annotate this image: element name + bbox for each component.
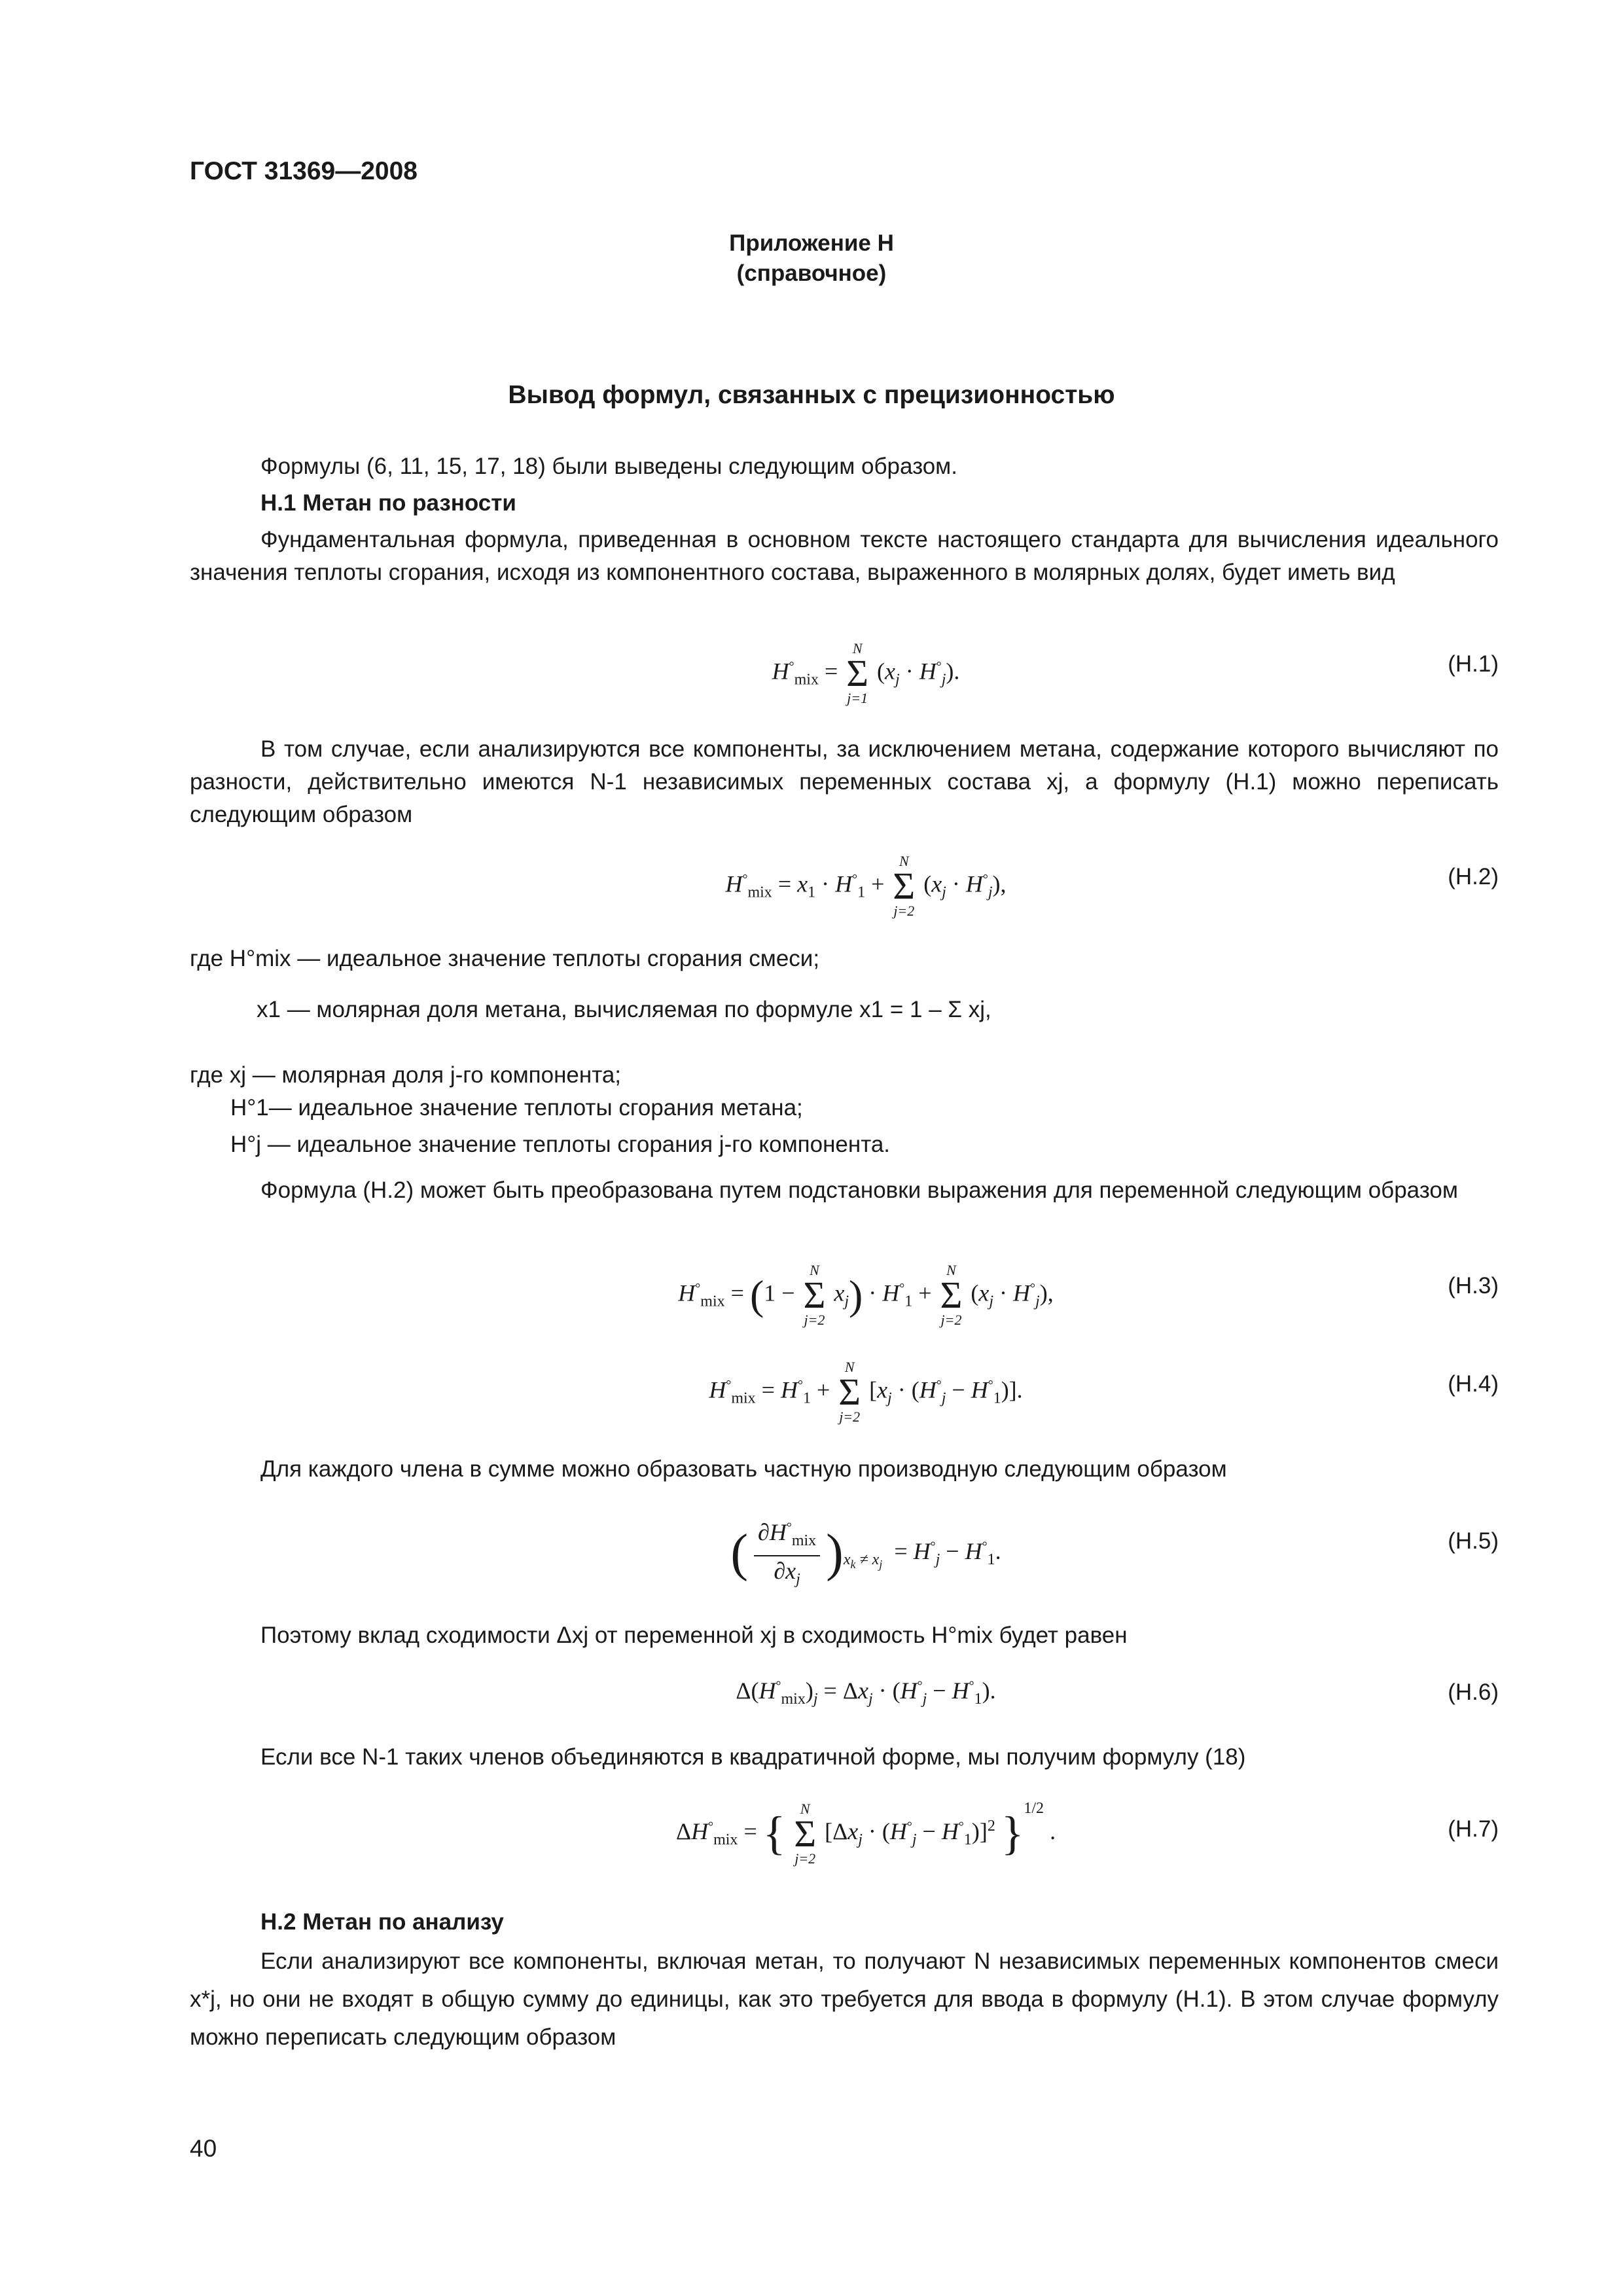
equation-h3-formula: $H^\circ_{mix} = (1$ − N Σ j=2 $x_j) \cdot H^\circ_1$ + N Σ j=2 $(x_j \cdot H^\circ_j)$, [678, 1262, 1054, 1328]
paragraph-4-text: Для каждого члена в сумме можно образовать частную производную следующим образом [260, 1456, 1227, 1482]
heading-h2 [233, 1906, 1499, 1939]
equation-number-h4: (Н.4) [1448, 1371, 1499, 1397]
page-number: 40 [190, 2135, 217, 2162]
equation-number-h1: (Н.1) [1448, 651, 1499, 677]
paragraph-6-text: Если все N-1 таких членов объединяются в квадратичной форме, мы получим формулу (18) [260, 1744, 1246, 1770]
paragraph-5 [233, 1619, 1499, 1652]
paragraph-3 [190, 1174, 1499, 1207]
heading-h1 [233, 487, 1499, 520]
definition-hj: H°j — идеальное значение теплоты сгорания j-го компонента. [230, 1132, 891, 1157]
equation-h6-formula: $\Delta(H^\circ_{mix})_j = \Delta x_j \cdot (H^\circ_j - H^\circ_1)$. [736, 1677, 996, 1708]
equation-h5-formula: ( $\partial H^\circ_{mix}$ $\partial x_j$ )$_{x_k \ne x_j} = H^\circ_j - H^\circ_1$. [233, 1513, 1499, 1594]
section-title: Вывод формул, связанных с прецизионностью [508, 381, 1115, 409]
paragraph-2 [190, 733, 1499, 831]
equation-h7 [233, 1787, 1499, 1885]
document-standard-header: ГОСТ 31369—2008 [190, 157, 418, 185]
equation-h2 [233, 841, 1499, 933]
equation-number-h3: (Н.3) [1448, 1273, 1499, 1299]
paragraph-4 [233, 1453, 1499, 1486]
definition-h1: H°1— идеальное значение теплоты сгорания метана; [230, 1095, 803, 1121]
definition-xj: где xj — молярная доля j-го компонента; [190, 1062, 622, 1088]
equation-h5 [233, 1499, 1499, 1604]
heading-h1-text: Н.1 Метан по разности [260, 490, 516, 516]
equation-number-h7: (Н.7) [1448, 1816, 1499, 1842]
paragraph-6 [233, 1741, 1499, 1774]
annex-title: Приложение Н [729, 230, 894, 256]
heading-h2-text: Н.2 Метан по анализу [260, 1909, 504, 1935]
equation-h6 [233, 1673, 1499, 1725]
equation-number-h6: (Н.6) [1448, 1679, 1499, 1705]
equation-h7-formula: $\Delta H^\circ_{mix}$ = { N Σ j=2 $[\Delta x_j \cdot (H^\circ_j - H^\circ_1)]^2$ }$^{1/2}$ . [675, 1800, 1056, 1867]
paragraph-7 [190, 1943, 1499, 2056]
paragraph-5-text: Поэтому вклад сходимости Δxj от переменной xj в сходимость H°mix будет равен [260, 1623, 1128, 1648]
annex-status: (справочное) [736, 260, 887, 286]
equation-h1 [233, 628, 1499, 720]
paragraph-1 [190, 524, 1499, 589]
equation-h1-formula: $H^\circ_{mix}$ = N Σ j=1 $(x_j \cdot H^\circ_j)$. [772, 640, 960, 706]
equation-h2-formula: $H^\circ_{mix} = x_1 \cdot H^\circ_1$ + N Σ j=2 $(x_j \cdot H^\circ_j)$, [725, 853, 1007, 919]
equation-h4 [233, 1348, 1499, 1440]
equation-number-h2: (Н.2) [1448, 864, 1499, 889]
equation-number-h5: (Н.5) [1448, 1528, 1499, 1554]
paragraph-7-text: Если анализируют все компоненты, включая метан, то получают N независимых переменных компонентов смеси x*j, но они не входят в общую сумму до единицы, как это требуется для ввода в формулу (Н.1). В этом случае формулу можно переписать следующим образом [190, 1948, 1499, 2050]
intro-text: Формулы (6, 11, 15, 17, 18) были выведены следующим образом. [260, 454, 957, 479]
paragraph-1-text: Фундаментальная формула, приведенная в основном тексте настоящего стандарта для вычисления идеального значения теплоты сгорания, исходя из компонентного состава, выраженного в молярных долях, будет иметь вид [190, 527, 1499, 585]
definition-hmix: где H°mix — идеальное значение теплоты сгорания смеси; [190, 946, 820, 971]
paragraph-2-text: В том случае, если анализируются все компоненты, за исключением метана, содержание которого вычисляют по разности, действительно имеются N-1 независимых переменных состава xj, а формулу (Н.1) можно переписать следующим образом [190, 736, 1499, 827]
intro-paragraph [233, 450, 1499, 483]
equation-h4-formula: $H^\circ_{mix} = H^\circ_1$ + N Σ j=2 $[x_j \cdot (H^\circ_j - H^\circ_1)]$. [709, 1359, 1023, 1425]
equation-h3 [233, 1250, 1499, 1342]
definition-x1: x1 — молярная доля метана, вычисляемая по формуле x1 = 1 – Σ xj, [257, 997, 991, 1022]
paragraph-3-text: Формула (Н.2) может быть преобразована путем подстановки выражения для переменной следующим образом [260, 1177, 1458, 1203]
